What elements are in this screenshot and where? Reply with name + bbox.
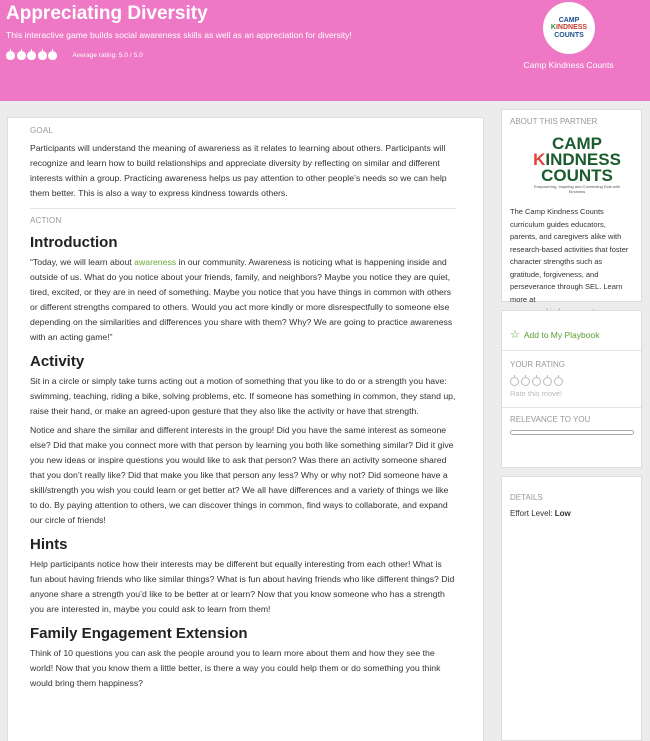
apple-icon bbox=[27, 51, 36, 60]
logo-tagline: Empowering, Inspiring and Connecting Kids with Kindness bbox=[534, 184, 620, 194]
activity-text-1: Sit in a circle or simply take turns acting out a motion of something that you like to do or a strength you have: swimming, teaching, riding a bike, solving problems, etc. If someone has something in common, they stand up, raise their hand, or make an agreed-upon gesture that they also like the activity or have that strength. bbox=[30, 376, 456, 416]
partner-name-link[interactable]: Camp Kindness Counts bbox=[523, 60, 614, 70]
awareness-link[interactable]: awareness bbox=[134, 257, 177, 267]
logo-text-camp: CAMP bbox=[558, 16, 580, 24]
apple-icon bbox=[6, 51, 15, 60]
partner-description: The Camp Kindness Counts curriculum guides educators, parents, and caregivers alike with research-based activities that foster character strengths such as gratitude, forgiveness, and perseverance through SEL. Learn more at bbox=[510, 206, 633, 319]
hints-text: Help participants notice how their interests may be different but equally interesting from each other! What is fun about having friends who like similar things? What is fun about having friends who like different things? Did anyone share a strength you’d like to be better at or learn? Now that you know someone who has a strength you are interested in, maybe you could ask to learn from them! bbox=[30, 559, 455, 614]
logo-text-kindness: KINDNESS bbox=[550, 24, 588, 32]
add-to-playbook-button[interactable] bbox=[510, 328, 633, 341]
partner-logo-large[interactable] bbox=[526, 134, 628, 194]
average-rating-text: Average rating: 5.0 / 5.0 bbox=[72, 51, 143, 59]
hints-heading: Hints bbox=[30, 536, 68, 553]
logo-camp: CAMP bbox=[551, 134, 603, 153]
logo-kindness: KINDNESS bbox=[533, 150, 621, 169]
goal-text: Participants will understand the meaning of awareness as it relates to learning about others. Participants will recognize and learn how to build relationships and appreciate diversity by reflecting on similar and different interests within a group. Practicing awareness helps us pay attention to other people’s needs so we can help them better. This is also a way to express kindness towards others. bbox=[30, 143, 447, 198]
introduction-heading: Introduction bbox=[30, 234, 118, 251]
apple-outline-icon[interactable] bbox=[532, 377, 541, 386]
details-panel bbox=[501, 476, 642, 741]
page-title: Appreciating Diversity bbox=[6, 3, 208, 24]
action-label: ACTION bbox=[30, 216, 62, 225]
apple-icon bbox=[17, 51, 26, 60]
page-header bbox=[0, 0, 650, 101]
relevance-bar bbox=[510, 430, 634, 435]
rating-input[interactable] bbox=[510, 377, 633, 386]
your-rating-label: YOUR RATING bbox=[510, 360, 565, 369]
goal-label: GOAL bbox=[30, 126, 54, 135]
divider bbox=[30, 208, 456, 209]
average-rating bbox=[6, 49, 143, 61]
activity-heading: Activity bbox=[30, 353, 85, 370]
apple-icon bbox=[38, 51, 47, 60]
family-engagement-heading: Family Engagement Extension bbox=[30, 625, 248, 642]
page-subtitle: This interactive game builds social awareness skills as well as an appreciation for diversity! bbox=[6, 30, 352, 40]
activity-text-2: Notice and share the similar and different interests in the group! Did you have the same interest as someone else? Did that make you connect more with that person by learning you both like something similar? Did it give you new ideas or inspire questions you would like to ask that person? Was there an activity someone shared that you don’t really like? Did that make you like that person any less? Why or why not? Did someone have a skill/strength you wish you could learn or get better at? We all have differences and a variety of things we like to do. By paying attention to others, we can discover things in common, find ways to collaborate, and expand our circle of friends! bbox=[30, 425, 454, 525]
divider bbox=[502, 407, 641, 408]
apple-icon bbox=[48, 51, 57, 60]
rate-prompt: Rate this move! bbox=[510, 389, 563, 398]
apple-outline-icon[interactable] bbox=[510, 377, 519, 386]
effort-level-value: Low bbox=[554, 509, 571, 518]
effort-level: Effort Level: Low bbox=[510, 509, 571, 518]
details-label: DETAILS bbox=[510, 493, 543, 502]
apple-outline-icon[interactable] bbox=[554, 377, 563, 386]
partner-logo[interactable] bbox=[543, 2, 595, 54]
about-partner-label: ABOUT THIS PARTNER bbox=[510, 117, 598, 126]
relevance-label: RELEVANCE TO YOU bbox=[510, 415, 591, 424]
introduction-text: “Today, we will learn about awareness in our community. Awareness is noticing what is happening inside and outside of us. What do you notice about your friends, family, and neighbors? Maybe you notice they are quiet, tired, excited, or they are in need of something. Maybe you notice that you have things in common with others or different strengths compared to others. Would you act more kindly or more disrespectfully to someone else depending on the similarities and differences you share with them? Why? We are going to practice awareness with an acting game!” bbox=[30, 257, 453, 342]
star-outline-icon: ☆ bbox=[510, 329, 520, 341]
apple-outline-icon[interactable] bbox=[543, 377, 552, 386]
apple-outline-icon[interactable] bbox=[521, 377, 530, 386]
logo-text-counts: COUNTS bbox=[554, 31, 584, 39]
partner-panel bbox=[501, 109, 642, 302]
main-content bbox=[7, 117, 484, 741]
rating-panel bbox=[501, 310, 642, 468]
divider bbox=[502, 350, 641, 351]
logo-counts: COUNTS bbox=[541, 166, 613, 185]
family-engagement-text: Think of 10 questions you can ask the people around you to learn more about them and how they see the world! Now that you know them a little better, is there a way you could help them or do something you think would bring them happiness? bbox=[30, 648, 441, 688]
add-to-playbook-label: Add to My Playbook bbox=[523, 329, 600, 340]
